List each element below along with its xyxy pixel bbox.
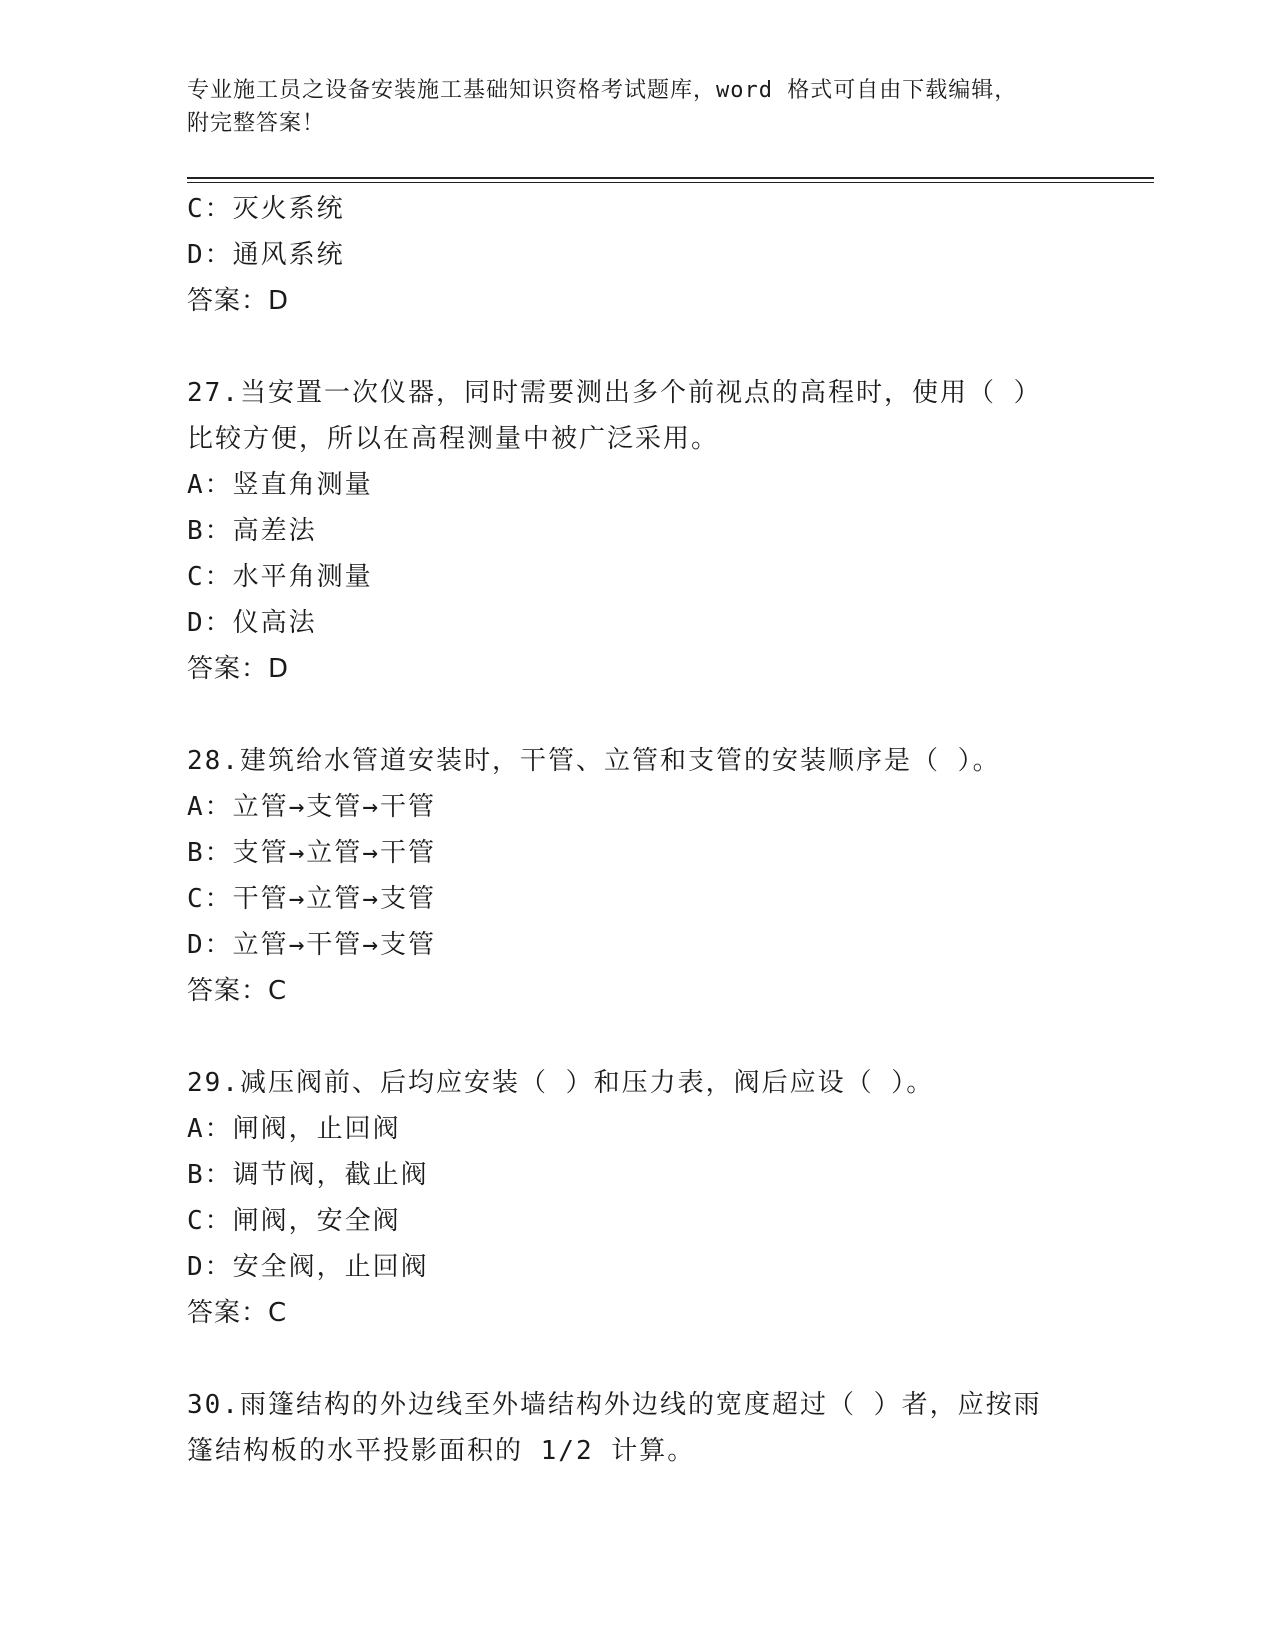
question-28 — [187, 738, 1067, 1014]
option-b: B：调节阀，截止阀 — [187, 1160, 429, 1190]
question-stem-line: 篷结构板的水平投影面积的 1/2 计算。 — [187, 1436, 696, 1466]
question-stem-line: 27.当安置一次仪器，同时需要测出多个前视点的高程时，使用（ ） — [187, 378, 1042, 408]
question-30 — [187, 1382, 1067, 1474]
option-c: C：灭火系统 — [187, 194, 345, 224]
question-fragment — [187, 186, 1067, 324]
header-line-2: 附完整答案！ — [187, 111, 326, 136]
option-a: A：竖直角测量 — [187, 470, 373, 500]
question-stem-line: 29.减压阀前、后均应安装（ ）和压力表，阀后应设（ ）。 — [187, 1068, 935, 1098]
question-list — [187, 186, 1067, 1474]
spacer — [187, 1336, 1067, 1382]
option-c: C：水平角测量 — [187, 562, 373, 592]
spacer — [187, 1014, 1067, 1060]
option-a: A：闸阀，止回阀 — [187, 1114, 401, 1144]
answer-line: 答案：D — [187, 286, 290, 316]
option-b: B：支管→立管→干管 — [187, 838, 436, 868]
question-29 — [187, 1060, 1067, 1336]
option-b: B：高差法 — [187, 516, 317, 546]
answer-line: 答案：C — [187, 1298, 288, 1328]
option-d: D：仪高法 — [187, 608, 317, 638]
option-c: C：干管→立管→支管 — [187, 884, 436, 914]
option-a: A：立管→支管→干管 — [187, 792, 436, 822]
question-stem-line: 比较方便，所以在高程测量中被广泛采用。 — [187, 424, 720, 454]
option-d: D：通风系统 — [187, 240, 345, 270]
question-stem-line: 30.雨篷结构的外边线至外墙结构外边线的宽度超过（ ）者，应按雨 — [187, 1390, 1042, 1420]
header-divider-thin — [187, 182, 1154, 183]
answer-line: 答案：C — [187, 976, 288, 1006]
spacer — [187, 692, 1067, 738]
question-27 — [187, 370, 1067, 692]
spacer — [187, 324, 1067, 370]
option-c: C：闸阀，安全阀 — [187, 1206, 401, 1236]
header-divider-thick — [187, 177, 1154, 179]
document-header — [187, 74, 1067, 140]
question-stem-line: 28.建筑给水管道安装时，干管、立管和支管的安装顺序是（ ）。 — [187, 746, 1001, 776]
header-line-1: 专业施工员之设备安装施工基础知识资格考试题库，word 格式可自由下载编辑， — [187, 78, 1018, 103]
answer-line: 答案：D — [187, 654, 290, 684]
option-d: D：立管→干管→支管 — [187, 930, 436, 960]
option-d: D：安全阀，止回阀 — [187, 1252, 429, 1282]
